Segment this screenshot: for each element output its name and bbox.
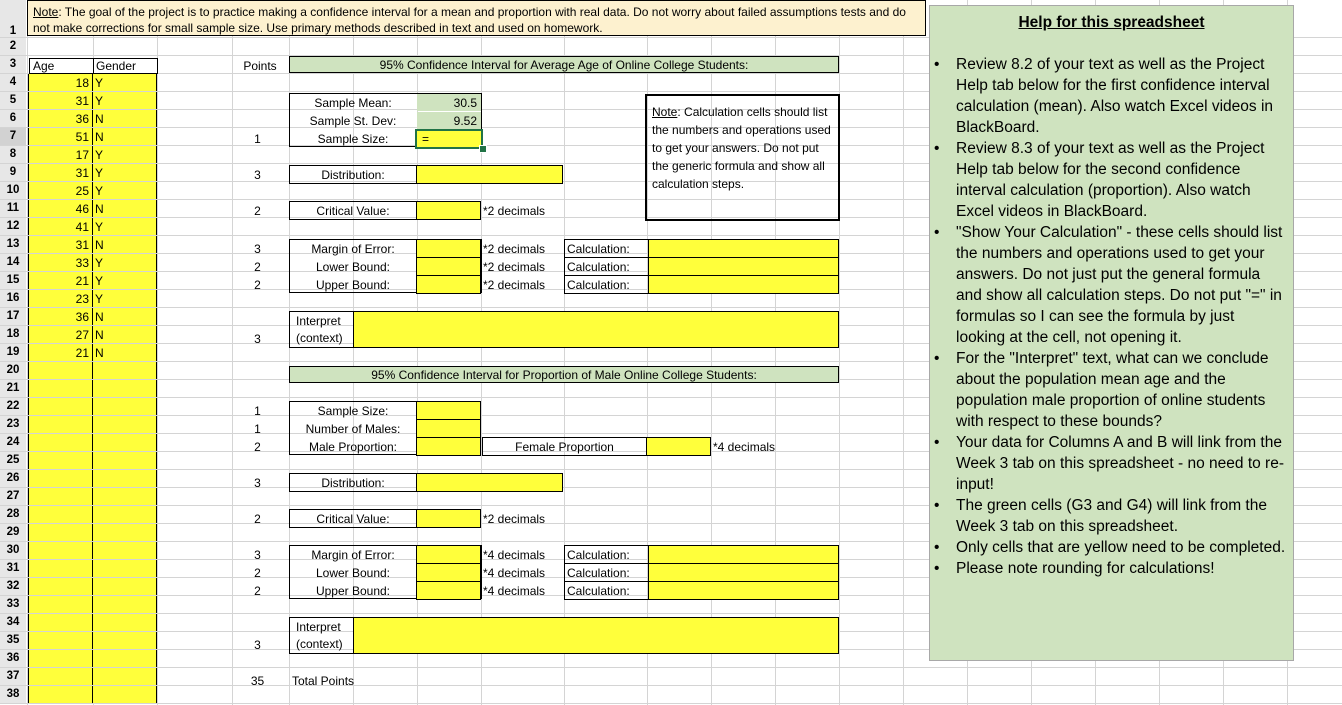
gender-cell[interactable]: N — [93, 128, 157, 145]
gender-cell[interactable]: Y — [93, 92, 157, 109]
age-cell[interactable]: 33 — [28, 254, 93, 271]
row-number[interactable]: 25 — [0, 452, 26, 469]
prop-margin-calc-input[interactable] — [648, 545, 839, 564]
mean-distribution-label: Distribution: — [289, 165, 417, 184]
age-cell[interactable]: 18 — [28, 74, 93, 91]
gender-cell[interactable] — [93, 380, 157, 397]
mean-lower-input[interactable] — [416, 257, 481, 276]
age-cell[interactable] — [28, 362, 93, 379]
mean-critical-input[interactable] — [416, 201, 481, 220]
row-number[interactable]: 37 — [0, 668, 26, 685]
mean-interpret-label — [289, 311, 354, 348]
help-item: • Please note rounding for calculations! — [956, 558, 1286, 579]
gender-cell[interactable]: Y — [93, 290, 157, 307]
gender-header[interactable]: Gender — [93, 58, 158, 74]
row-number[interactable]: 3 — [0, 56, 26, 73]
female-prop-label: Female Proportion — [482, 437, 647, 456]
prop-critical-input[interactable] — [416, 509, 481, 528]
age-cell[interactable] — [28, 614, 93, 631]
row-number[interactable]: 22 — [0, 398, 26, 415]
age-cell[interactable]: 31 — [28, 236, 93, 253]
gender-cell[interactable]: Y — [93, 146, 157, 163]
age-cell[interactable]: 31 — [28, 92, 93, 109]
points-prop-males: 1 — [254, 422, 261, 436]
prop-upper-calc-input[interactable] — [648, 581, 839, 600]
prop-upper-input[interactable] — [416, 581, 481, 600]
age-header[interactable]: Age — [29, 58, 94, 74]
prop-interpret-input[interactable] — [353, 617, 839, 654]
gender-cell[interactable]: Y — [93, 272, 157, 289]
points-prop-interpret: 3 — [254, 638, 261, 652]
prop-margin-input[interactable] — [416, 545, 481, 564]
mean-lower-calc-input[interactable] — [648, 257, 839, 276]
points-prop-crit: 2 — [254, 512, 261, 526]
sample-size-label: Sample Size: — [317, 132, 389, 146]
prop-interpret-label-1: Interpret — [296, 620, 341, 635]
row-number[interactable]: 26 — [0, 470, 26, 487]
age-cell[interactable] — [28, 560, 93, 577]
help-item: • "Show Your Calculation" - these cells should list the numbers and operations used to get your answers. Do not just put the general formula and show all calculation steps. Do not put "=" in formulas so I can see the formula by just looking at the cell, not opening it. — [956, 222, 1286, 348]
points-mean-crit: 2 — [254, 204, 261, 218]
gender-cell[interactable]: Y — [93, 182, 157, 199]
mean-distribution-input[interactable] — [416, 165, 563, 184]
row-number[interactable]: 7 — [0, 128, 26, 145]
selection-handle[interactable] — [479, 145, 487, 153]
row-number[interactable]: 13 — [0, 236, 26, 253]
gender-cell[interactable]: Y — [93, 254, 157, 271]
row-number[interactable]: 8 — [0, 146, 26, 163]
age-cell[interactable] — [28, 650, 93, 667]
age-cell[interactable] — [28, 632, 93, 649]
help-list — [956, 54, 1286, 579]
points-mean-lower: 2 — [254, 260, 261, 274]
age-cell[interactable] — [28, 434, 93, 451]
prop-upper-calc-label: Calculation: — [564, 581, 649, 600]
points-prop-prop: 2 — [254, 440, 261, 454]
female-prop-note: *4 decimals — [713, 440, 776, 454]
mean-lower-label: Lower Bound: — [315, 260, 391, 274]
prop-margin-calc-label: Calculation: — [564, 545, 649, 564]
age-cell[interactable] — [28, 596, 93, 613]
prop-lower-note: *4 decimals — [483, 566, 546, 580]
mean-interpret-label-2: (context) — [296, 330, 343, 345]
gender-cell[interactable] — [93, 668, 157, 685]
gender-cell[interactable] — [93, 542, 157, 559]
row-number[interactable]: 32 — [0, 578, 26, 595]
row-number[interactable]: 31 — [0, 560, 26, 577]
prop-distribution-input[interactable] — [416, 473, 563, 492]
row-number[interactable]: 2 — [0, 38, 26, 55]
grid-column-line — [157, 0, 158, 705]
mean-margin-input[interactable] — [416, 239, 481, 258]
age-cell[interactable] — [28, 398, 93, 415]
grid-column-line — [903, 0, 904, 705]
row-number[interactable]: 15 — [0, 272, 26, 289]
row-number[interactable]: 30 — [0, 542, 26, 559]
top-note-text: : The goal of the project is to practice making a confidence interval for a mean and proportion with real data. Do not worry about failed assumptions tests and do not make corrections for small sample size. Use primary methods described in text and used on homework. — [33, 5, 906, 36]
row-number[interactable]: 1 — [0, 0, 26, 37]
help-panel[interactable] — [929, 5, 1294, 661]
gender-cell[interactable]: N — [93, 344, 157, 361]
row-number[interactable]: 35 — [0, 632, 26, 649]
points-mean-margin: 3 — [254, 242, 261, 256]
age-cell[interactable]: 23 — [28, 290, 93, 307]
points-header[interactable]: Points — [243, 59, 277, 73]
mean-upper-note: *2 decimals — [483, 278, 546, 292]
row-number[interactable]: 18 — [0, 326, 26, 343]
gender-cell[interactable] — [93, 434, 157, 451]
calc-note-lead: Note — [652, 105, 678, 119]
age-cell[interactable] — [28, 506, 93, 523]
help-item: • Your data for Columns A and B will link from the Week 3 tab on this spreadsheet - no need to re-input! — [956, 432, 1286, 495]
prop-male-prop-label: Male Proportion: — [308, 440, 398, 454]
row-number[interactable]: 33 — [0, 596, 26, 613]
points-mean-dist: 3 — [254, 168, 261, 182]
prop-interpret-label — [289, 617, 354, 654]
mean-lower-calc-label: Calculation: — [564, 257, 649, 276]
female-prop-input[interactable] — [646, 437, 711, 456]
total-points-label: Total Points — [292, 674, 355, 688]
gender-cell[interactable]: N — [93, 236, 157, 253]
gender-cell[interactable] — [93, 686, 157, 703]
gender-cell[interactable] — [93, 632, 157, 649]
gender-cell[interactable] — [93, 578, 157, 595]
prop-lower-calc-label: Calculation: — [564, 563, 649, 582]
points-prop-margin: 3 — [254, 548, 261, 562]
total-points-value: 35 — [250, 674, 265, 688]
prop-interpret-label-2: (context) — [296, 636, 343, 651]
prop-section-header: 95% Confidence Interval for Proportion of Male Online College Students: — [289, 366, 839, 383]
points-prop-size: 1 — [254, 404, 261, 418]
gender-cell[interactable]: N — [93, 200, 157, 217]
mean-upper-input[interactable] — [416, 275, 481, 294]
top-note-lead: Note — [33, 5, 59, 19]
row-number[interactable]: 34 — [0, 614, 26, 631]
prop-lower-input[interactable] — [416, 563, 481, 582]
age-cell[interactable] — [28, 380, 93, 397]
mean-upper-label: Upper Bound: — [315, 278, 391, 292]
row-number[interactable]: 24 — [0, 434, 26, 451]
top-note[interactable] — [27, 0, 926, 36]
gender-cell[interactable]: Y — [93, 164, 157, 181]
row-number[interactable]: 21 — [0, 380, 26, 397]
gender-cell[interactable] — [93, 470, 157, 487]
mean-interpret-label-1: Interpret — [296, 314, 341, 329]
prop-upper-label: Upper Bound: — [315, 584, 391, 598]
age-cell[interactable]: 25 — [28, 182, 93, 199]
row-number[interactable]: 10 — [0, 182, 26, 199]
prop-margin-label: Margin of Error: — [311, 548, 395, 562]
mean-margin-calc-label: Calculation: — [564, 239, 649, 258]
prop-upper-note: *4 decimals — [483, 584, 546, 598]
points-prop-dist: 3 — [254, 476, 261, 490]
age-cell[interactable]: 36 — [28, 308, 93, 325]
mean-section-header: 95% Confidence Interval for Average Age of Online College Students: — [289, 56, 839, 73]
age-cell[interactable] — [28, 542, 93, 559]
grid-column-line — [232, 0, 233, 705]
sample-mean-value[interactable]: 30.5 — [417, 94, 481, 111]
age-cell[interactable] — [28, 452, 93, 469]
mean-lower-note: *2 decimals — [483, 260, 546, 274]
age-cell[interactable]: 41 — [28, 218, 93, 235]
row-number[interactable]: 5 — [0, 92, 26, 109]
points-mean-size: 1 — [254, 132, 261, 146]
age-cell[interactable]: 17 — [28, 146, 93, 163]
prop-num-males-label: Number of Males: — [305, 422, 401, 436]
gender-cell[interactable] — [93, 452, 157, 469]
age-cell[interactable] — [28, 524, 93, 541]
gender-cell[interactable] — [93, 416, 157, 433]
row-number[interactable]: 9 — [0, 164, 26, 181]
gender-cell[interactable] — [93, 560, 157, 577]
mean-critical-note: *2 decimals — [483, 204, 546, 218]
row-number[interactable]: 6 — [0, 110, 26, 127]
row-number[interactable]: 27 — [0, 488, 26, 505]
prop-margin-note: *4 decimals — [483, 548, 546, 562]
gender-cell[interactable]: N — [93, 326, 157, 343]
help-item: • Review 8.3 of your text as well as the Project Help tab below for the second confidence interval calculation (proportion). Also watch Excel videos in BlackBoard. — [956, 138, 1286, 222]
row-number[interactable]: 17 — [0, 308, 26, 325]
points-mean-upper: 2 — [254, 278, 261, 292]
grid-row-line — [0, 685, 1342, 686]
help-item: • For the "Interpret" text, what can we conclude about the population mean age and the population male proportion of online students with respect to these bounds? — [956, 348, 1286, 432]
prop-critical-note: *2 decimals — [483, 512, 546, 526]
gender-cell[interactable] — [93, 488, 157, 505]
points-mean-interpret: 3 — [254, 332, 261, 346]
sample-size-input[interactable]: = — [415, 129, 483, 149]
mean-margin-note: *2 decimals — [483, 242, 546, 256]
mean-interpret-input[interactable] — [353, 311, 839, 348]
age-cell[interactable]: 36 — [28, 110, 93, 127]
gender-cell[interactable] — [93, 506, 157, 523]
gender-cell[interactable] — [93, 650, 157, 667]
gender-cell[interactable]: Y — [93, 74, 157, 91]
calculation-note[interactable] — [645, 94, 840, 221]
row-number[interactable]: 20 — [0, 362, 26, 379]
mean-critical-label: Critical Value: — [289, 201, 417, 220]
mean-margin-calc-input[interactable] — [648, 239, 839, 258]
help-item: • Review 8.2 of your text as well as the Project Help tab below for the first confidence interval calculation (mean). Also watch Excel videos in BlackBoard. — [956, 54, 1286, 138]
gender-cell[interactable] — [93, 596, 157, 613]
age-cell[interactable]: 27 — [28, 326, 93, 343]
row-number[interactable]: 16 — [0, 290, 26, 307]
gender-cell[interactable]: N — [93, 110, 157, 127]
age-cell[interactable]: 21 — [28, 344, 93, 361]
prop-sample-size-label: Sample Size: — [317, 404, 389, 418]
row-number[interactable]: 4 — [0, 74, 26, 91]
age-cell[interactable] — [28, 686, 93, 703]
help-item: • Only cells that are yellow need to be completed. — [956, 537, 1286, 558]
prop-num-males-input[interactable] — [416, 419, 481, 438]
gender-cell[interactable]: N — [93, 308, 157, 325]
age-cell[interactable]: 46 — [28, 200, 93, 217]
help-title: Help for this spreadsheet — [1018, 14, 1205, 31]
row-number[interactable]: 11 — [0, 200, 26, 217]
age-cell[interactable]: 51 — [28, 128, 93, 145]
points-prop-lower: 2 — [254, 566, 261, 580]
mean-upper-calc-label: Calculation: — [564, 275, 649, 294]
age-cell[interactable] — [28, 416, 93, 433]
row-number[interactable]: 19 — [0, 344, 26, 361]
grid-row-line — [0, 667, 1342, 668]
gender-cell[interactable] — [93, 524, 157, 541]
row-number[interactable]: 12 — [0, 218, 26, 235]
age-cell[interactable] — [28, 488, 93, 505]
age-cell[interactable]: 21 — [28, 272, 93, 289]
help-item: • The green cells (G3 and G4) will link from the Week 3 tab on this spreadsheet. — [956, 495, 1286, 537]
mean-upper-calc-input[interactable] — [648, 275, 839, 294]
gender-cell[interactable] — [93, 398, 157, 415]
gender-cell[interactable] — [93, 362, 157, 379]
prop-sample-size-input[interactable] — [416, 401, 481, 420]
calc-note-text: : Calculation cells should list the numbers and operations used to get your answers. Do not put the generic formula and show all calculation steps. — [652, 105, 831, 191]
prop-lower-calc-input[interactable] — [648, 563, 839, 582]
row-number[interactable]: 23 — [0, 416, 26, 433]
grid-row-line — [0, 703, 1342, 704]
gender-cell[interactable] — [93, 614, 157, 631]
row-number[interactable]: 29 — [0, 524, 26, 541]
prop-lower-label: Lower Bound: — [315, 566, 391, 580]
mean-margin-label: Margin of Error: — [311, 242, 395, 256]
row-number[interactable]: 36 — [0, 650, 26, 667]
prop-male-prop-input[interactable] — [416, 437, 481, 456]
age-cell[interactable] — [28, 578, 93, 595]
sample-sd-label: Sample St. Dev: — [309, 114, 397, 128]
age-cell[interactable]: 31 — [28, 164, 93, 181]
prop-critical-label: Critical Value: — [289, 509, 417, 528]
age-cell[interactable] — [28, 470, 93, 487]
sample-mean-label: Sample Mean: — [314, 96, 392, 110]
sample-sd-value[interactable]: 9.52 — [417, 112, 481, 129]
row-number[interactable]: 14 — [0, 254, 26, 271]
gender-cell[interactable]: Y — [93, 218, 157, 235]
age-cell[interactable] — [28, 668, 93, 685]
points-prop-upper: 2 — [254, 584, 261, 598]
row-number[interactable]: 28 — [0, 506, 26, 523]
prop-distribution-label: Distribution: — [289, 473, 417, 492]
row-number[interactable]: 38 — [0, 686, 26, 703]
